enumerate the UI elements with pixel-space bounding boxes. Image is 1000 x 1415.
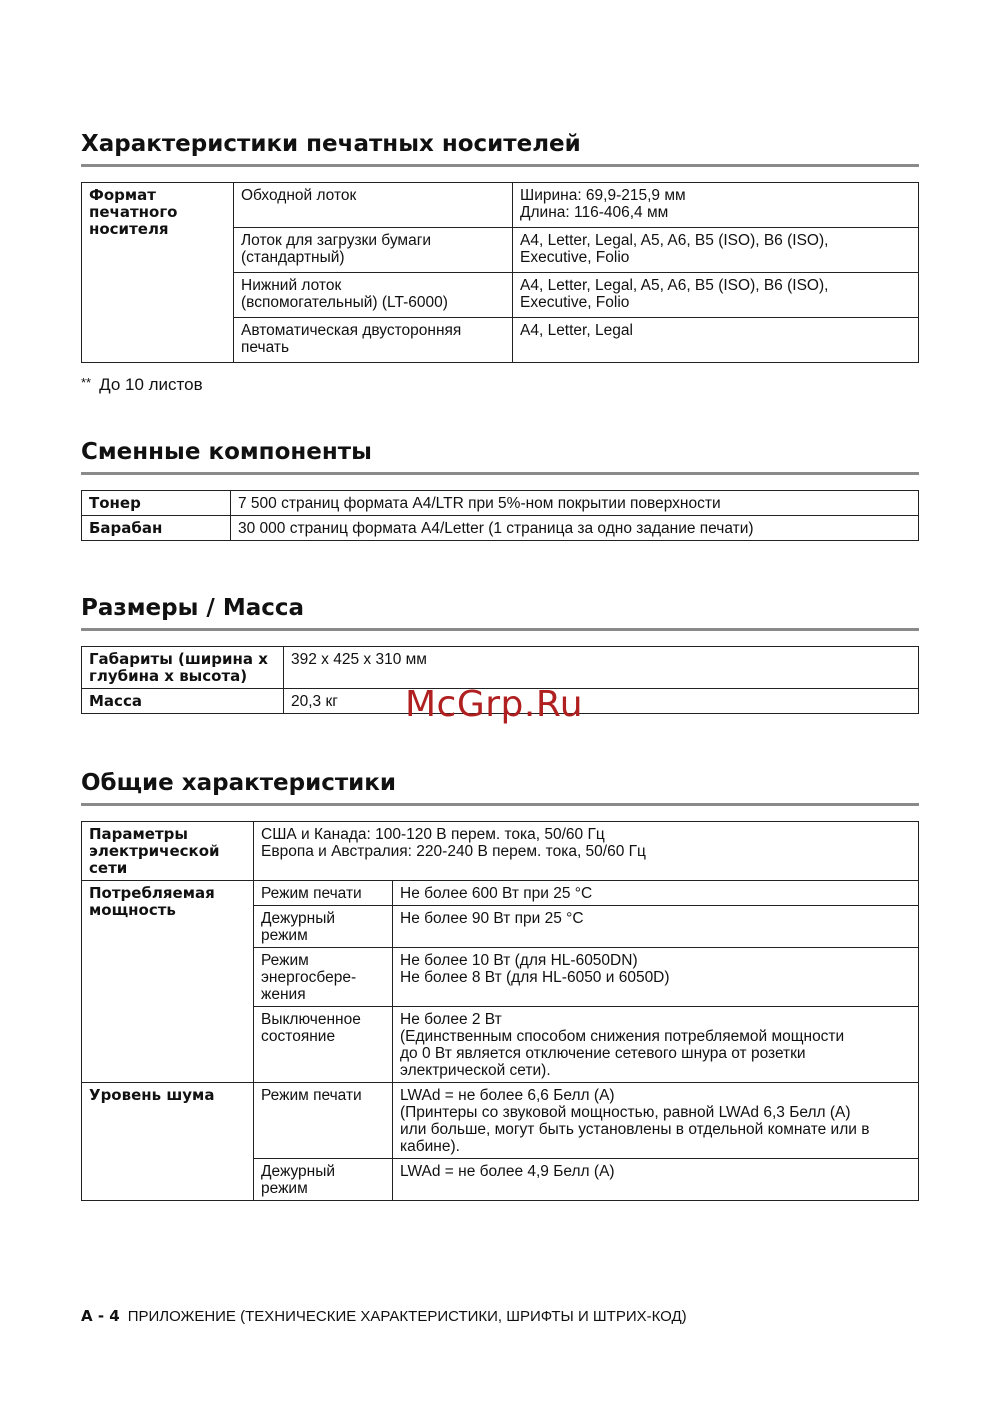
section-title-dimensions: Размеры / Масса [81,594,919,631]
table-row [82,881,919,906]
media-source-cell: Нижний лоток (вспомогательный) (LT-6000) [234,273,513,318]
table-row [82,516,919,541]
footer-text: ПРИЛОЖЕНИЕ (ТЕХНИЧЕСКИЕ ХАРАКТЕРИСТИКИ, ШРИФТЫ И ШТРИХ-КОД) [127,1308,687,1325]
consumption-label: Потребляемая мощность [82,881,254,1083]
mode-cell: Выключенное состояние [254,1007,393,1083]
mode-cell: Режим печати [254,1083,393,1159]
section-title-media: Характеристики печатных носителей [81,130,919,167]
mode-cell: Режим печати [254,881,393,906]
media-value-cell: A4, Letter, Legal, A5, A6, B5 (ISO), B6 (ISO), Executive, Folio [513,228,919,273]
table-row [82,183,919,228]
weight-label: Масса [82,689,284,714]
toner-value: 7 500 страниц формата A4/LTR при 5%-ном покрытии поверхности [231,491,919,516]
media-value-cell: Ширина: 69,9-215,9 мм Длина: 116-406,4 мм [513,183,919,228]
footnote-text: До 10 листов [99,375,203,394]
power-label: Параметры электрической сети [82,822,254,881]
watermark: McGrp.Ru [405,684,584,725]
mode-value-cell: LWAd = не более 6,6 Белл (A) (Принтеры со звуковой мощностью, равной LWAd 6,3 Белл (A) или больше, могут быть установлены в отдельной комнате или в кабине). [393,1083,919,1159]
general-table [81,821,919,1201]
mode-cell: Режим энергосбере- жения [254,948,393,1007]
table-row [82,491,919,516]
mode-value-cell: Не более 2 Вт (Единственным способом снижения потребляемой мощности до 0 Вт является отключение сетевого шнура от розетки электрической сети). [393,1007,919,1083]
power-value: США и Канада: 100-120 В перем. тока, 50/60 Гц Европа и Австралия: 220-240 В перем. тока, 50/60 Гц [254,822,919,881]
consumables-table [81,490,919,541]
footnote-marker: ** [81,375,92,390]
section-title-general: Общие характеристики [81,769,919,806]
section-title-consumables: Сменные компоненты [81,438,919,475]
noise-label: Уровень шума [82,1083,254,1201]
mode-cell: Дежурный режим [254,1159,393,1201]
media-table [81,182,919,363]
mode-value-cell: Не более 600 Вт при 25 °C [393,881,919,906]
mode-value-cell: LWAd = не более 4,9 Белл (A) [393,1159,919,1201]
footnote [81,375,203,395]
media-value-cell: A4, Letter, Legal [513,318,919,363]
drum-value: 30 000 страниц формата A4/Letter (1 страница за одно задание печати) [231,516,919,541]
table-row [82,1083,919,1159]
media-value-cell: A4, Letter, Legal, A5, A6, B5 (ISO), B6 (ISO), Executive, Folio [513,273,919,318]
toner-label: Тонер [82,491,231,516]
page-footer [81,1307,687,1325]
dimensions-value: 392 x 425 x 310 мм [284,647,919,689]
table-row [82,647,919,689]
page-number: A - 4 [81,1307,120,1325]
weight-value: 20,3 кг [284,689,919,714]
media-source-cell: Обходной лоток [234,183,513,228]
table-row [82,822,919,881]
media-source-cell: Автоматическая двусторонняя печать [234,318,513,363]
mode-cell: Дежурный режим [254,906,393,948]
media-source-cell: Лоток для загрузки бумаги (стандартный) [234,228,513,273]
media-format-label: Формат печатного носителя [82,183,234,363]
dimensions-label: Габариты (ширина x глубина x высота) [82,647,284,689]
mode-value-cell: Не более 90 Вт при 25 °C [393,906,919,948]
drum-label: Барабан [82,516,231,541]
mode-value-cell: Не более 10 Вт (для HL-6050DN) Не более 8 Вт (для HL-6050 и 6050D) [393,948,919,1007]
